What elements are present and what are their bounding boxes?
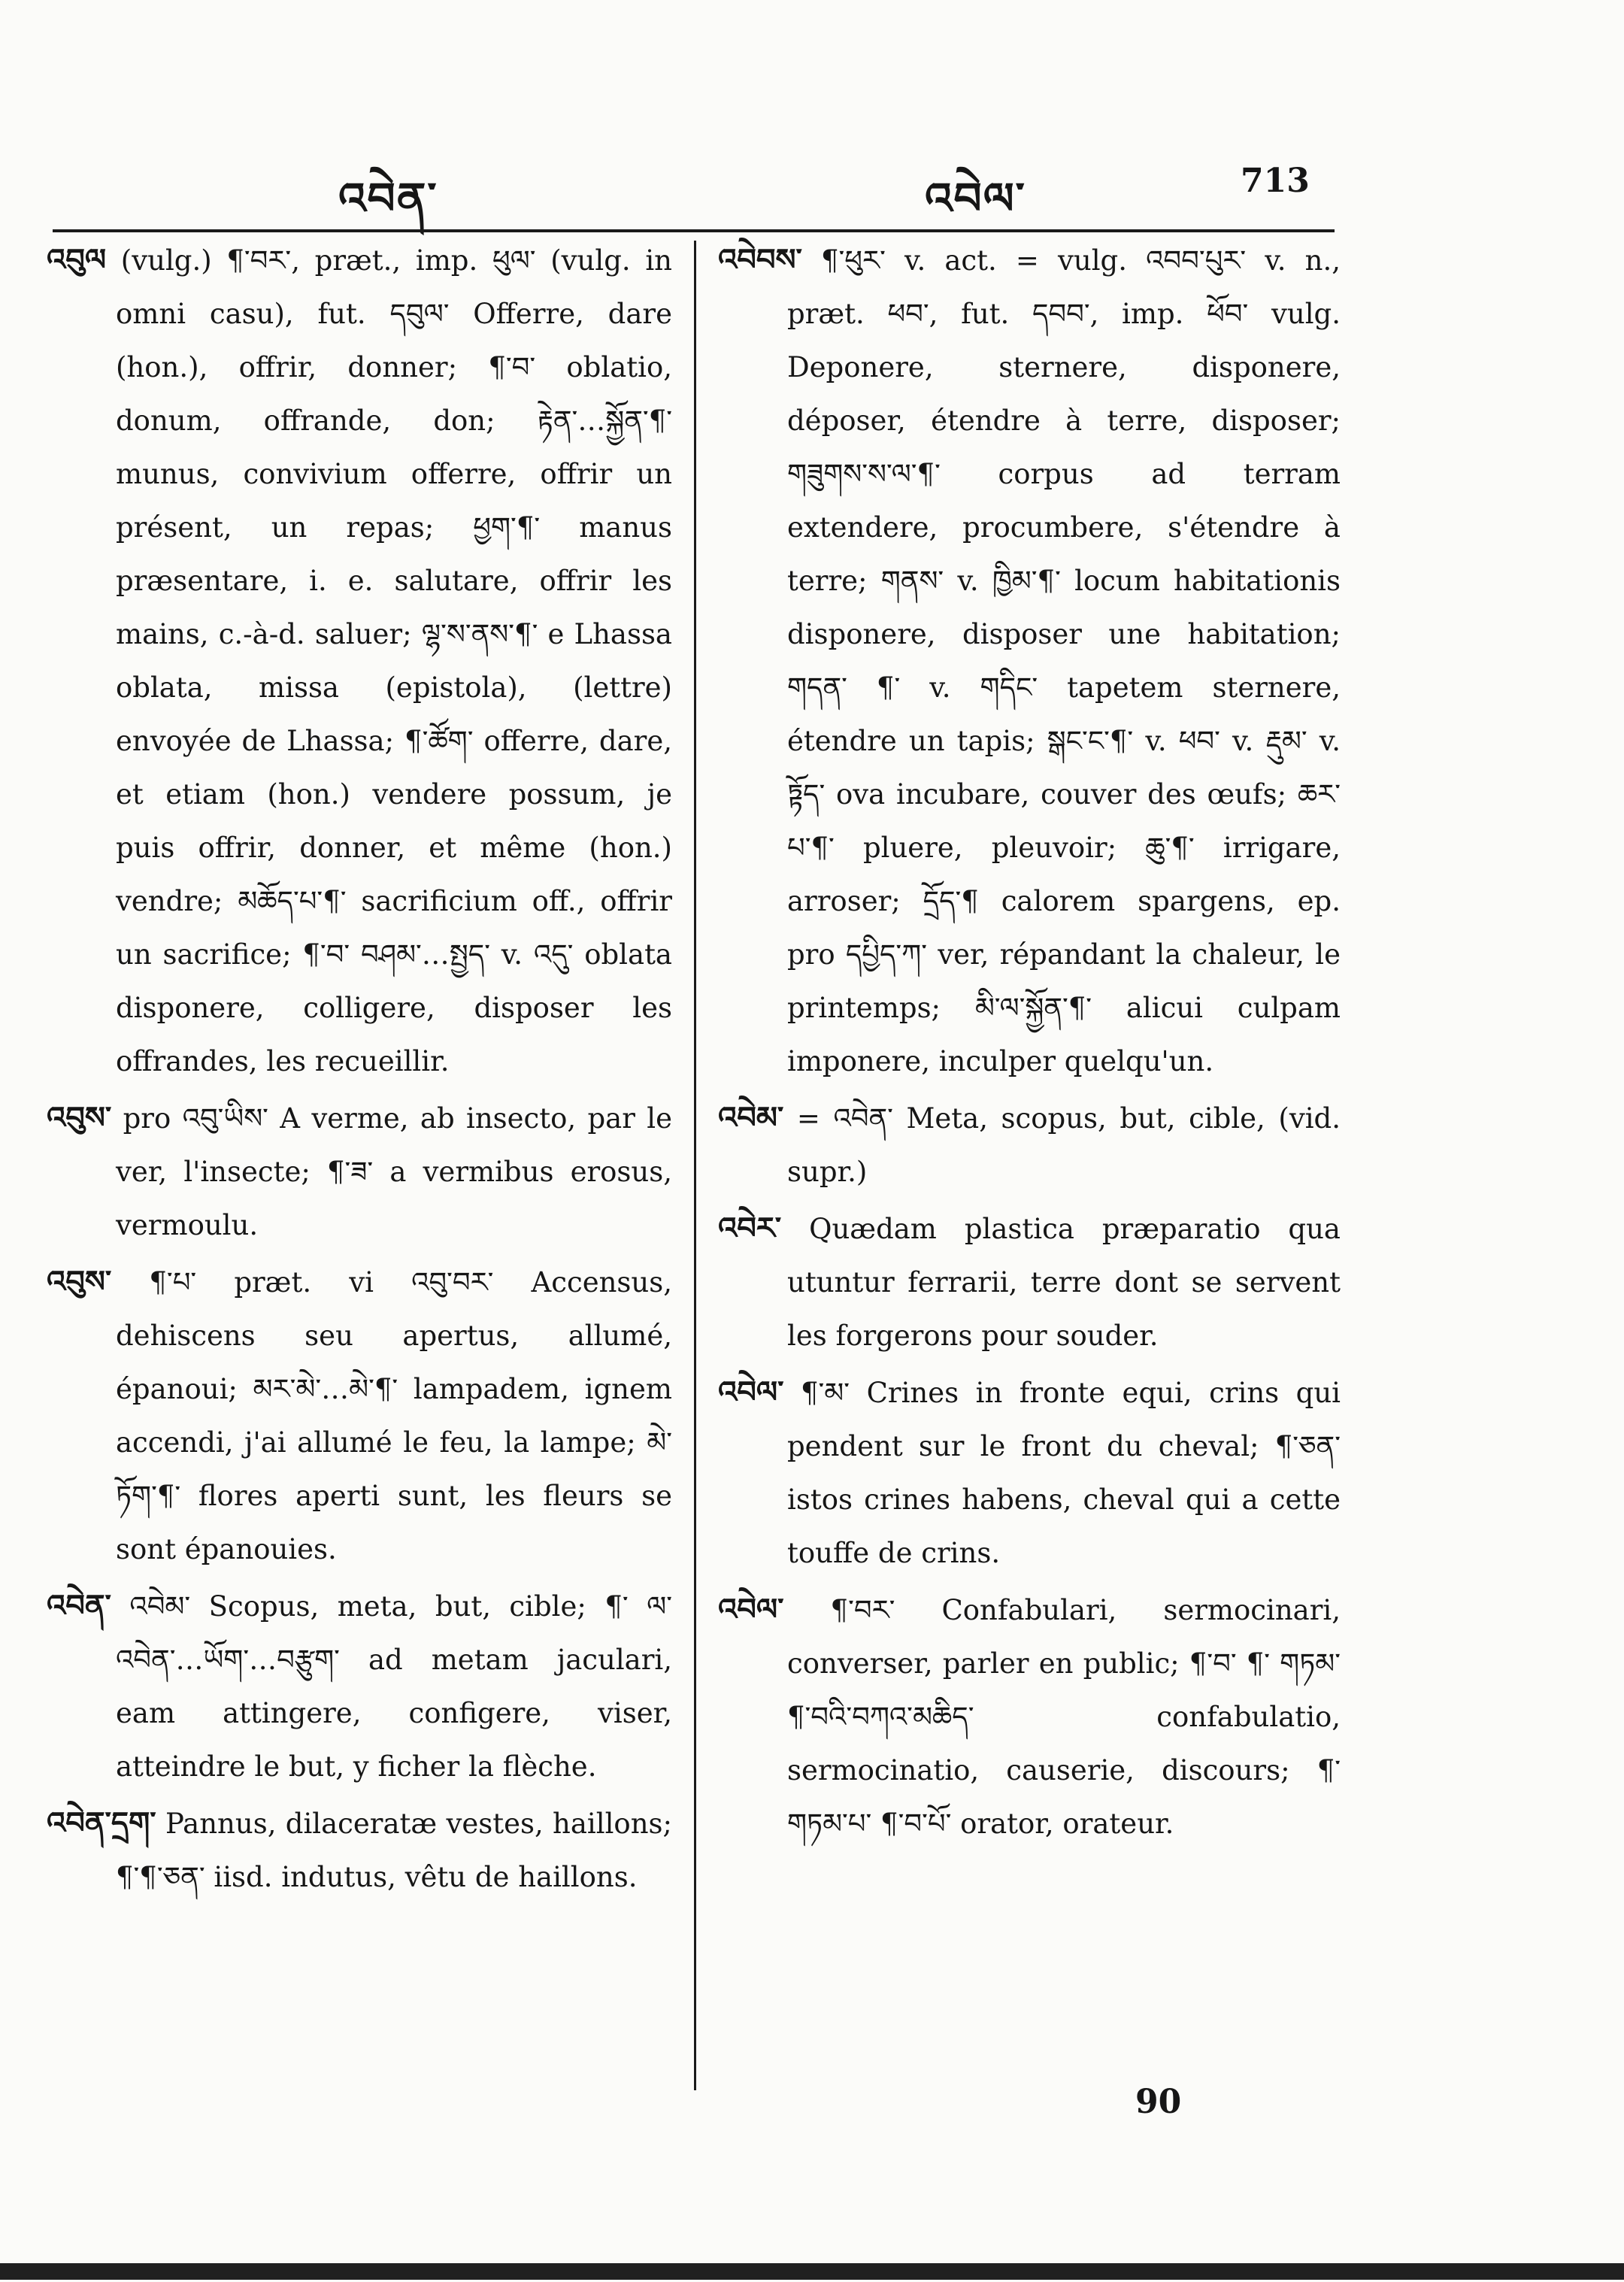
entry: [718, 1583, 1341, 1850]
entry-text: འབེམ་ Scopus, meta, but, cible; ¶་ ལ་འབེན་…ཡོག་…བརྩུག་ ad metam jaculari, eam attingere, configere, viser, atteindre le but, y ficher la flèche.: [116, 1590, 672, 1783]
left-column: [47, 233, 672, 1907]
column-rule: [694, 241, 696, 2090]
entry-text: (vulg.) ¶་བར་, præt., imp. ཕུལ་ (vulg. in omni casu), fut. དབུལ་ Offerre, dare (hon.), offrir, donner; ¶་བ་ oblatio, donum, offrande, don; རྟེན་…སྐྱོན་¶་ munus, convivium offerre, offrir un présent, un repas; ཕྱག་¶་ manus præsentare, i. e. salutare, offrir les mains, c.-à-d. saluer; ལྷ་ས་ནས་¶་ e Lhassa oblata, missa (epistola), (lettre) envoyée de Lhassa; ¶་ཚོག་ offerre, dare, et etiam (hon.) vendere possum, je puis offrir, donner, et même (hon.) vendre; མཆོད་པ་¶་ sacrificium off., offrir un sacrifice; ¶་བ་ བཤམ་…སྤྱད་ v. འདུ་ oblata disponere, colligere, disposer les offrandes, les recueillir.: [116, 244, 672, 1077]
entry: [718, 1202, 1341, 1362]
signature-mark: 90: [1135, 2083, 1182, 2121]
entry-text: = འབེན་ Meta, scopus, but, cible, (vid. supr.): [787, 1102, 1341, 1188]
entry: [718, 233, 1341, 1088]
center-running-head: འབེལ་: [925, 173, 1026, 224]
headword: འབུས་: [47, 1100, 112, 1135]
entry-text: ¶་བར་ Confabulari, sermocinari, converser, parler en public; ¶་བ་ ¶་ གཏམ་ ¶་བའི་བཀའ་མཆིད་ confabulatio, sermocinatio, causerie, discours; ¶་གཏམ་པ་ ¶་བ་པོ་ orator, orateur.: [787, 1594, 1341, 1840]
headword: འབེར་: [718, 1211, 782, 1246]
page-number: 713: [1241, 162, 1310, 200]
right-column: [718, 233, 1341, 1853]
headword: འབུལ: [47, 242, 107, 277]
footer-scan-rule: [0, 2263, 1624, 2280]
headword: འབེན་: [47, 1588, 111, 1623]
headword: འབེན་དྲག་: [47, 1805, 156, 1841]
entry-text: ¶་མ་ Crines in fronte equi, crins qui pendent sur le front du cheval; ¶་ཅན་ istos crines habens, cheval qui a cette touffe de crins.: [787, 1377, 1341, 1569]
left-running-head: འབེན་: [338, 173, 438, 224]
entry-text: pro འབུ་ཡིས་ A verme, ab insecto, par le ver, l'insecte; ¶་ཟ་ a vermibus erosus, vermoulu.: [116, 1102, 673, 1241]
entry-text: ¶་ཕུར་ v. act. = vulg. འབབ་པུར་ v. n., præt. ཕབ་, fut. དབབ་, imp. ཕོབ་ vulg. Deponere, sternere, disponere, déposer, étendre à terre, disposer; གཟུགས་ས་ལ་¶་ corpus ad terram extendere, procumbere, s'étendre à terre; གནས་ v. ཁྱིམ་¶་ locum habitationis disponere, disposer une habitation; གདན་ ¶་ v. གདིང་ tapetem sternere, étendre un tapis; སྒང་ང་¶་ v. ཕབ་ v. རྡུམ་ v. ཏྟོད་ ova incubare, couver des œufs; ཆར་པ་¶་ pluere, pleuvoir; ཆུ་¶་ irrigare, arroser; དྲོད་¶ calorem spargens, ep. pro དཔྱིད་ཀ་ ver, répandant la chaleur, le printemps; མི་ལ་སྐྱོན་¶་ alicui culpam imponere, inculper quelqu'un.: [787, 244, 1341, 1077]
entry-text: Quædam plastica præparatio qua utuntur ferrarii, terre dont se servent les forgerons pour souder.: [787, 1213, 1341, 1352]
entry-text: Pannus, dilaceratæ vestes, haillons; ¶་¶་ཅན་ iisd. indutus, vêtu de haillons.: [116, 1808, 672, 1893]
entry: [47, 233, 672, 1088]
headword: འབེལ་: [718, 1592, 784, 1627]
headword: འབུས་: [47, 1264, 112, 1299]
entry: [47, 1255, 672, 1576]
headword: འབེམ་: [718, 1100, 784, 1135]
entry: [718, 1365, 1341, 1580]
headword: འབེབས་: [718, 242, 802, 277]
entry: [47, 1796, 672, 1904]
entry: [47, 1579, 672, 1793]
entry-text: ¶་པ་ præt. vi འབུ་བར་ Accensus, dehiscens seu apertus, allumé, épanoui; མར་མེ་…མེ་¶་ lampadem, ignem accendi, j'ai allumé le feu, la lampe; མེ་ཏོག་¶་ flores aperti sunt, les fleurs se sont épanouies.: [116, 1266, 673, 1565]
header-rule: [53, 229, 1335, 232]
headword: འབེལ་: [718, 1374, 784, 1410]
entry: [47, 1091, 672, 1252]
entry: [718, 1091, 1341, 1199]
